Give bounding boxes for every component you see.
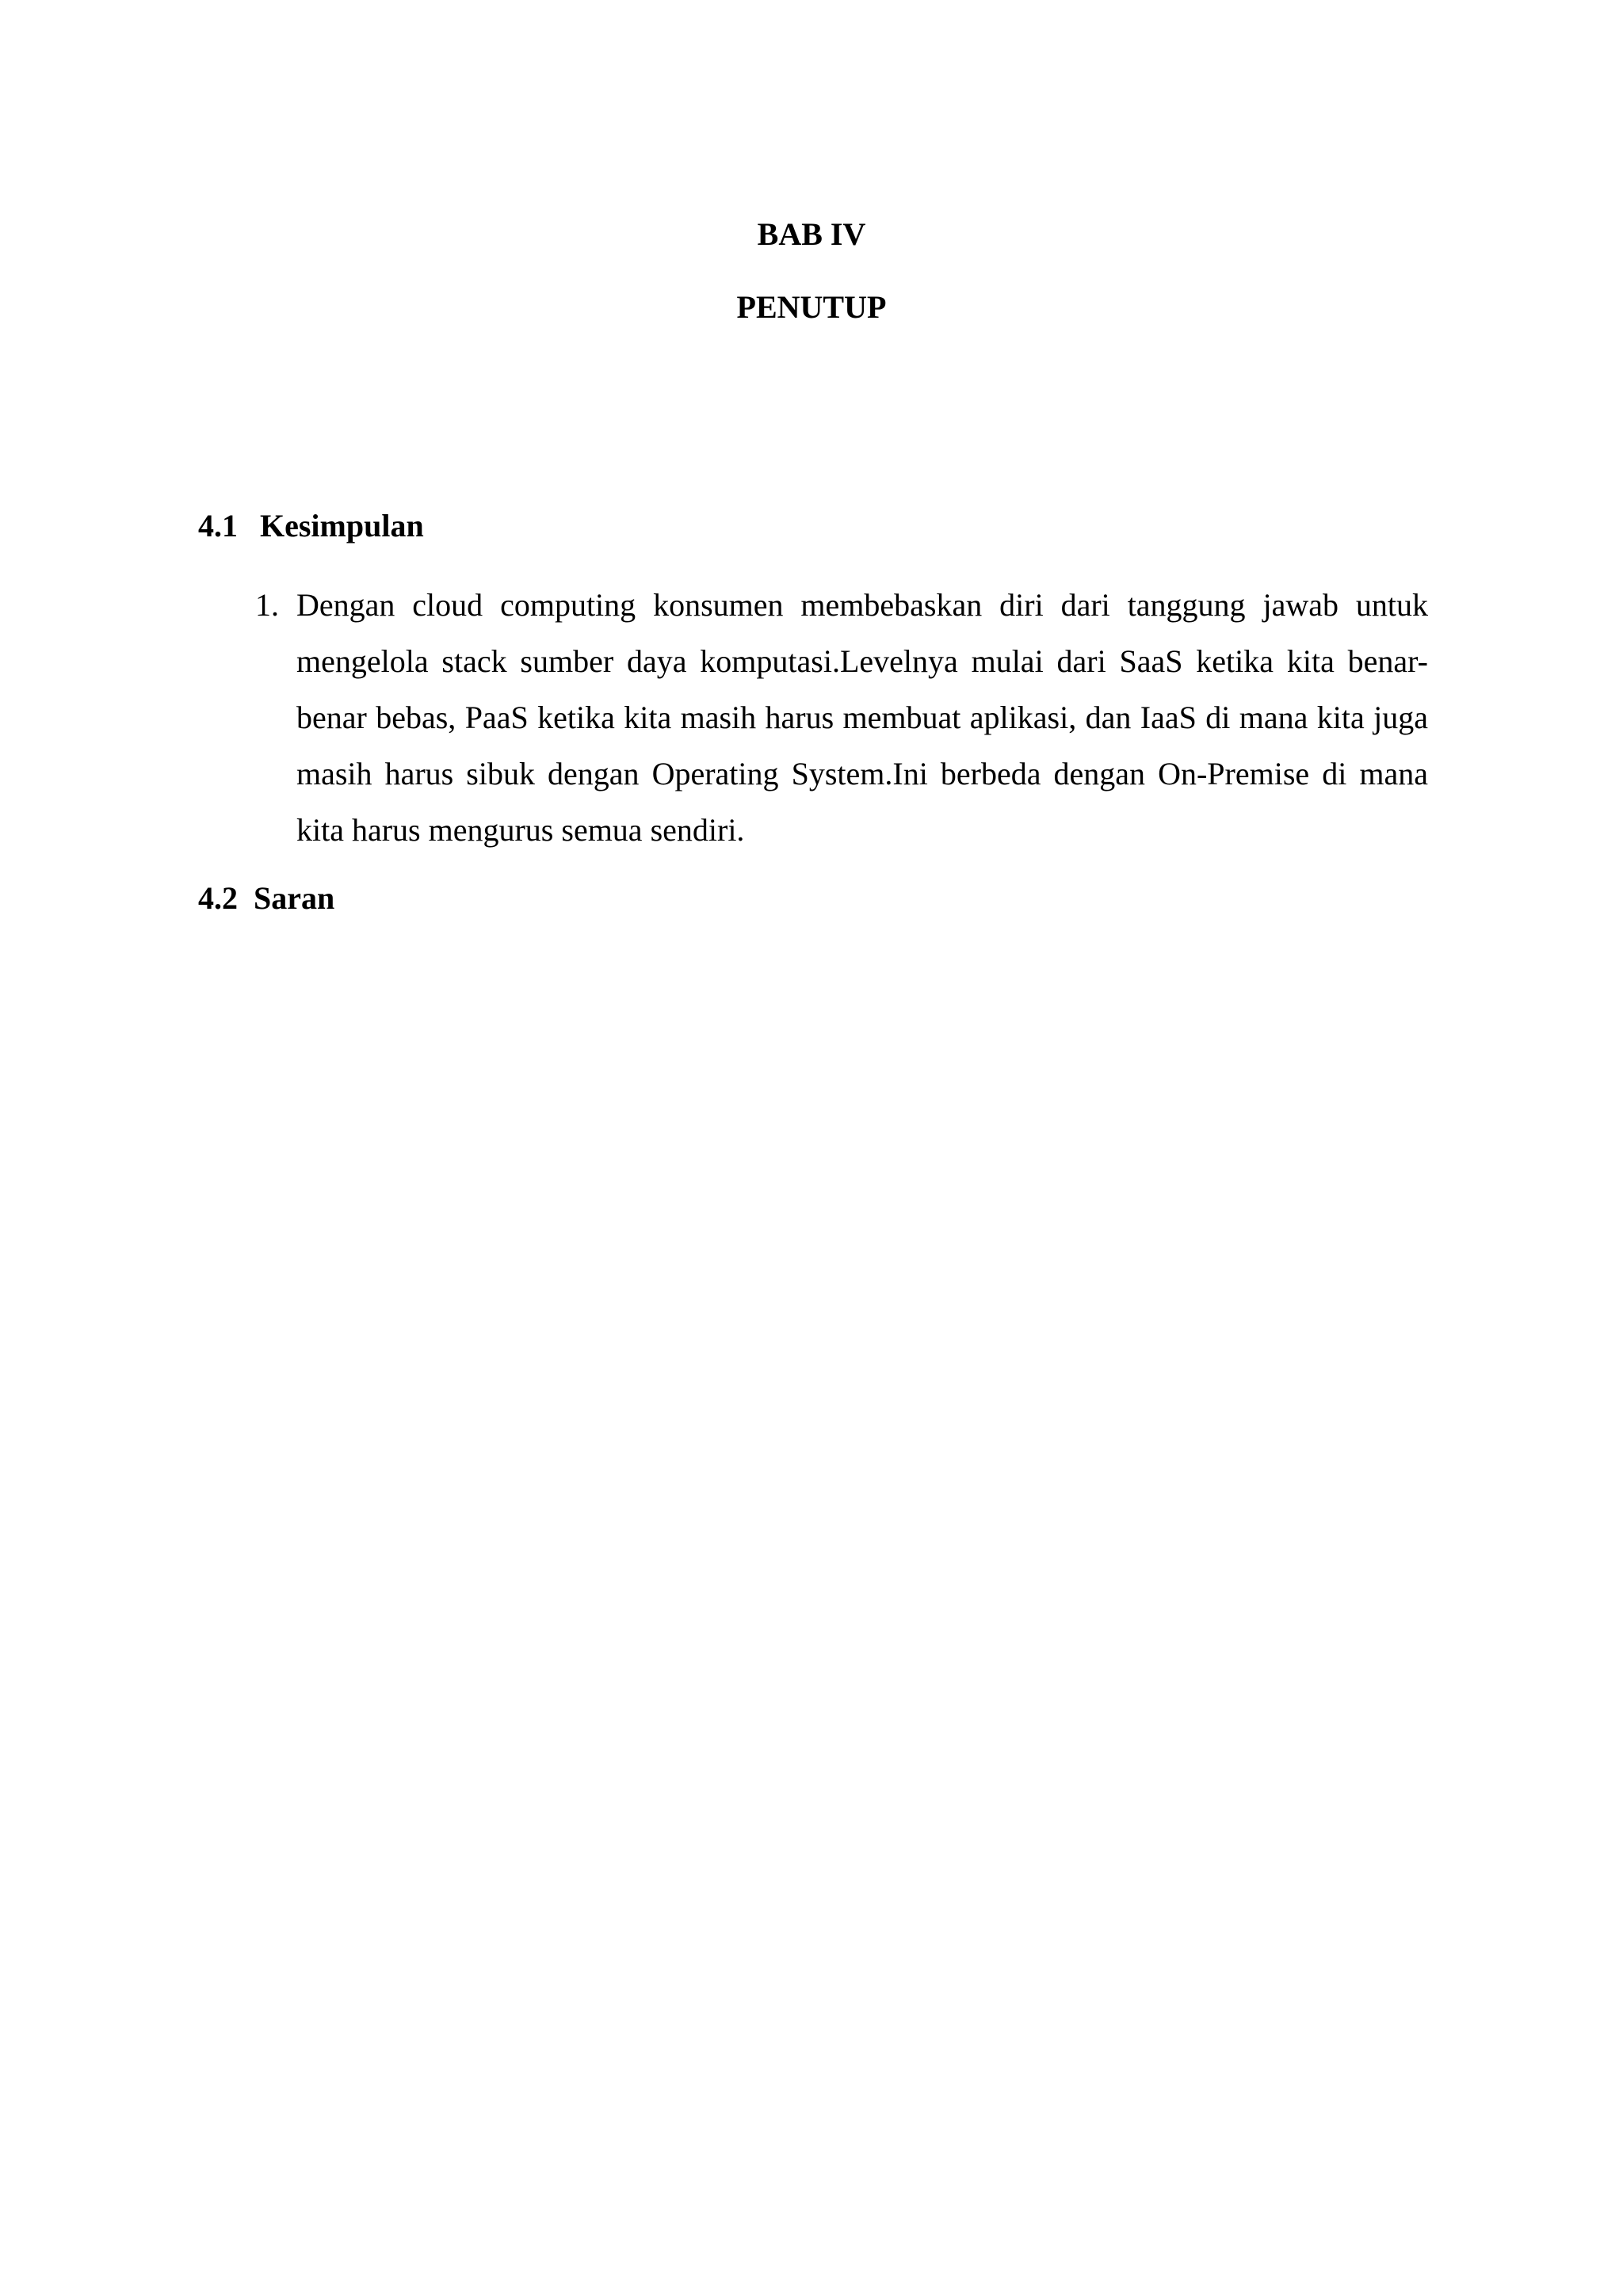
conclusion-list bbox=[255, 577, 1428, 858]
list-item-text: Dengan cloud computing konsumen membebaskan diri dari tanggung jawab untuk mengelola stack sumber daya komputasi.Levelnya mulai dari SaaS ketika kita benar-benar bebas, PaaS ketika kita masih harus membuat aplikasi, dan IaaS di mana kita juga masih harus sibuk dengan Operating System.Ini berbeda dengan On-Premise di mana kita harus mengurus semua sendiri. bbox=[296, 587, 1428, 848]
chapter-title: PENUTUP bbox=[736, 289, 887, 325]
chapter-number: BAB IV bbox=[757, 216, 866, 252]
section-number: 4.1 bbox=[198, 508, 238, 543]
section-title: Kesimpulan bbox=[260, 508, 424, 543]
section-title: Saran bbox=[254, 880, 335, 916]
section-heading-saran bbox=[198, 879, 334, 917]
section-number: 4.2 bbox=[198, 880, 238, 916]
list-marker: 1. bbox=[255, 587, 279, 623]
list-item bbox=[255, 577, 1428, 858]
section-heading-kesimpulan bbox=[198, 507, 424, 545]
